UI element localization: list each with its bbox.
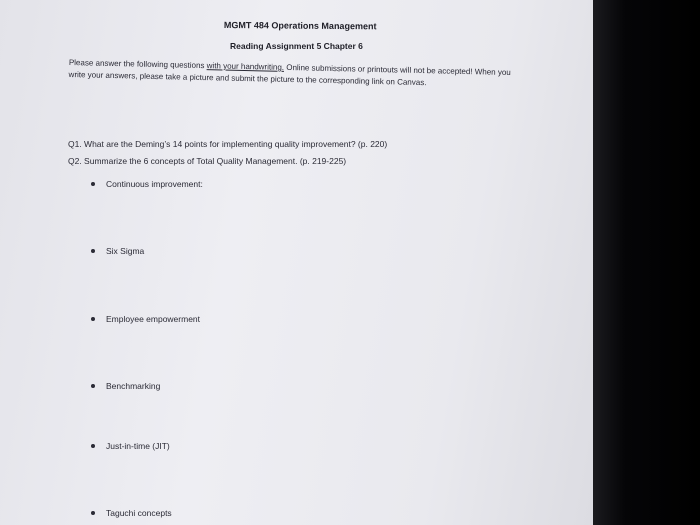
concept-label: Continuous improvement: [106, 179, 203, 189]
instructions-underlined: with your handwriting. [206, 61, 285, 72]
bullet-icon [91, 444, 95, 448]
concept-label: Employee empowerment [106, 314, 201, 324]
concept-label: Taguchi concepts [106, 508, 172, 518]
concept-item [91, 313, 200, 325]
concept-item [91, 178, 203, 190]
bullet-icon [91, 511, 95, 515]
concept-item [91, 440, 170, 452]
instructions-text-2: Online submissions or printouts will not be accepted! When you write your answers, please take a picture and submit the picture to the corresponding link on Canvas. [68, 62, 511, 88]
concept-label: Just-in-time (JIT) [106, 441, 170, 451]
concept-item [91, 245, 144, 257]
bullet-icon [91, 384, 95, 388]
bullet-icon [91, 249, 95, 253]
page-title: MGMT 484 Operations Management [223, 19, 377, 32]
concept-label: Benchmarking [106, 381, 161, 391]
question-2: Q2. Summarize the 6 concepts of Total Quality Management. (p. 219-225) [68, 156, 347, 166]
concept-item [91, 380, 160, 392]
concept-label: Six Sigma [106, 246, 145, 256]
background-edge [593, 0, 700, 525]
page-subtitle: Reading Assignment 5 Chapter 6 [230, 41, 363, 51]
instructions-paragraph [68, 57, 528, 91]
concept-item [91, 507, 172, 519]
question-1: Q1. What are the Deming’s 14 points for implementing quality improvement? (p. 220) [68, 139, 388, 149]
bullet-icon [91, 317, 95, 321]
instructions-text-1: Please answer the following questions [68, 57, 207, 71]
bullet-icon [91, 182, 95, 186]
